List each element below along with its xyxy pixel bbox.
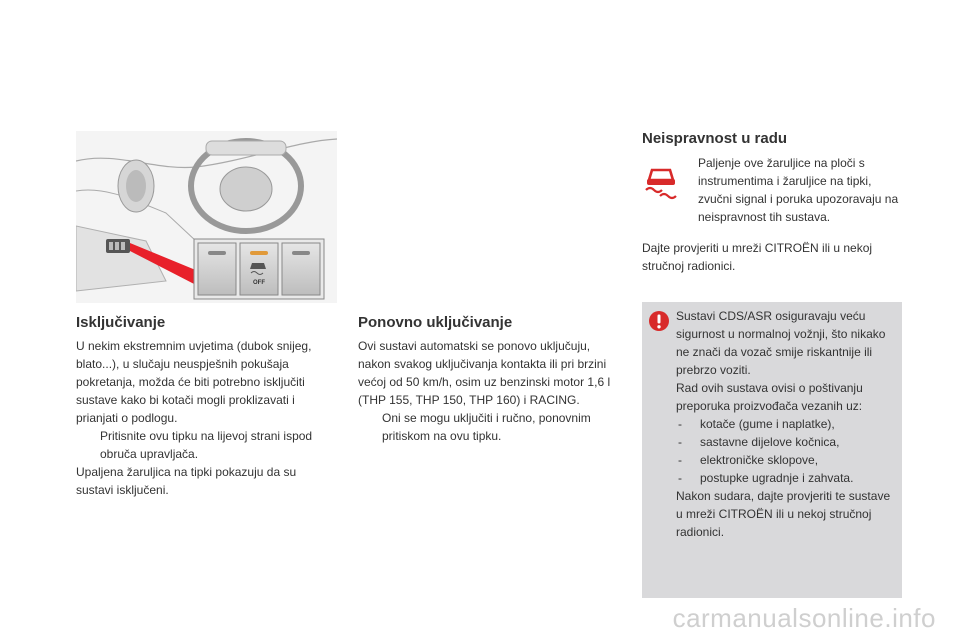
list-item xyxy=(676,469,898,487)
dashboard-illustration xyxy=(76,131,337,303)
reenable-text xyxy=(358,337,623,445)
exclamation-icon xyxy=(648,310,670,332)
dash-symbol: - xyxy=(678,453,682,467)
dash-symbol: - xyxy=(678,435,682,449)
disable-outro: Upaljena žaruljica na tipki pokazuju da su sustavi isključeni. xyxy=(76,465,297,497)
dashboard-drawing xyxy=(76,131,337,303)
list-item-text: sastavne dijelove kočnica, xyxy=(700,435,840,449)
bullet-symbol xyxy=(76,427,100,463)
fault-text: Paljenje ove žaruljice na ploči s instrumentima i žaruljice na tipki, zvučni signal i poruka upozoravaju na neispravnost tih sustava. xyxy=(698,156,899,224)
list-item-text: elektroničke sklopove, xyxy=(700,453,819,467)
warning-para2: Rad ovih sustava ovisi o poštivanju preporuka proizvođača vezanih uz: xyxy=(676,381,863,413)
warning-para3: Nakon sudara, dajte provjeriti te sustave u mreži CITROËN ili u nekoj stručnoj radionici. xyxy=(676,489,891,539)
bullet-symbol xyxy=(358,409,382,445)
warning-text xyxy=(676,307,898,541)
reenable-bullet xyxy=(358,409,623,445)
watermark: carmanualsonline.info xyxy=(672,603,936,633)
disable-text xyxy=(76,337,326,499)
disable-bullet xyxy=(76,427,326,463)
section-title-disable: Isključivanje xyxy=(76,314,166,331)
advice-text: Dajte provjeriti u mreži CITROËN ili u nekoj stručnoj radionici. xyxy=(642,241,873,273)
disable-intro: U nekim ekstremnim uvjetima (dubok snijeg, blato...), u slučaju neuspješnih pokušaja pokretanja, možda će biti potrebno isključiti sustave kako bi kotači mogli proklizavati i prianjati o podlogu. xyxy=(76,339,312,425)
list-item-text: kotače (gume i naplatke), xyxy=(700,417,835,431)
dash-symbol: - xyxy=(678,471,682,485)
disable-bullet-text: Pritisnite ovu tipku na lijevoj strani ispod obruča upravljača. xyxy=(100,429,313,461)
list-item xyxy=(676,433,898,451)
reenable-bullet-text: Oni se mogu uključiti i ručno, ponovnim pritiskom na ovu tipku. xyxy=(382,411,591,443)
skid-warning-icon xyxy=(642,166,680,200)
list-item xyxy=(676,415,898,433)
list-item-text: postupke ugradnje i zahvata. xyxy=(700,471,854,485)
off-button-label: OFF xyxy=(253,280,265,286)
section-title-malfunction: Neispravnost u radu xyxy=(642,130,788,147)
warning-para1: Sustavi CDS/ASR osiguravaju veću sigurnost u normalnoj vožnji, što nikako ne znači da vozač smije riskantnije ili prebrzo voziti. xyxy=(676,309,886,377)
list-item xyxy=(676,451,898,469)
section-title-reenable: Ponovno uključivanje xyxy=(358,314,513,331)
warning-box xyxy=(642,302,902,598)
dash-symbol: - xyxy=(678,417,682,431)
reenable-intro: Ovi sustavi automatski se ponovo uključuju, nakon svakog uključivanja kontakta ili pri brzini većoj od 50 km/h, osim uz benzinski motor 1,6 l (THP 155, THP 150, THP 160) i RACING. xyxy=(358,339,611,407)
